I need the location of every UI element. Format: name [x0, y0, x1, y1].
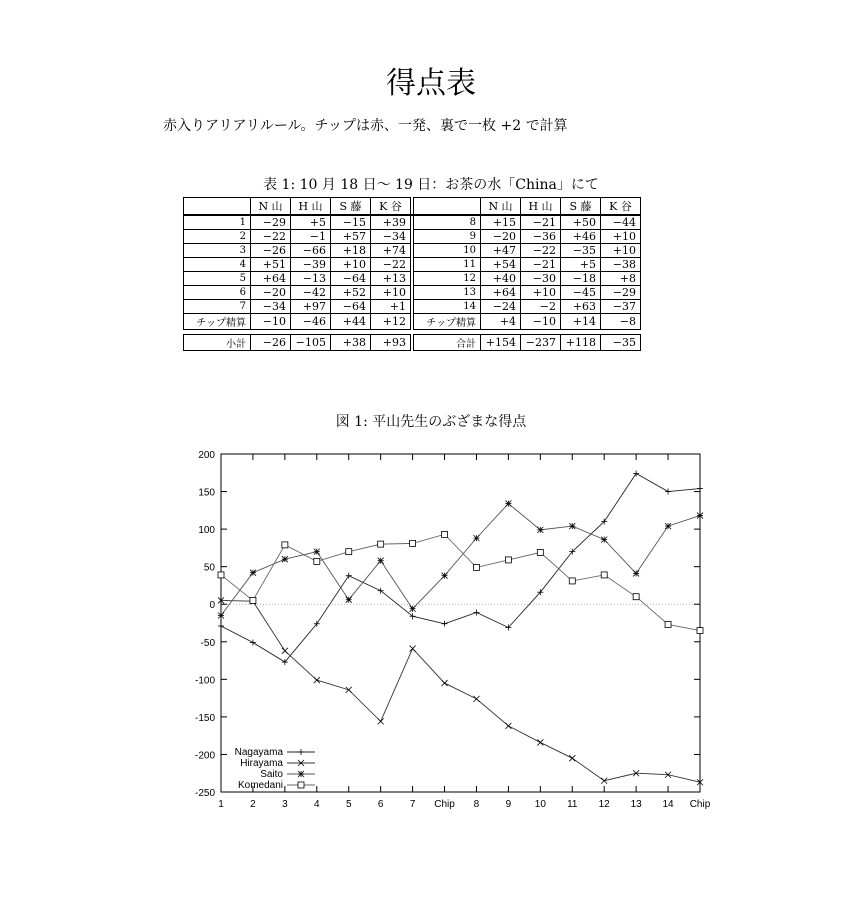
score-cell: +15	[481, 215, 521, 230]
row-label: 3	[184, 244, 251, 258]
score-cell: −66	[291, 244, 331, 258]
header-n: N 山	[481, 198, 521, 216]
row-label: 14	[414, 300, 481, 314]
data-point	[250, 640, 256, 646]
score-cell: −26	[251, 244, 291, 258]
data-point	[473, 535, 479, 541]
data-point	[601, 778, 607, 784]
y-tick-label: 50	[203, 562, 215, 574]
score-cell: −35	[561, 244, 601, 258]
y-tick-label: 200	[198, 450, 215, 461]
y-tick-label: 150	[198, 487, 215, 499]
total-cell: −35	[601, 335, 641, 351]
row-label: チップ精算	[414, 314, 481, 330]
data-point	[697, 486, 703, 492]
data-point	[346, 687, 352, 693]
score-cell: +46	[561, 230, 601, 244]
data-point	[282, 542, 288, 548]
legend-marker	[298, 771, 304, 777]
data-point	[378, 718, 384, 724]
score-cell: +8	[601, 272, 641, 286]
series-line-hirayama	[221, 600, 700, 782]
score-cell: −22	[251, 230, 291, 244]
row-label: 12	[414, 272, 481, 286]
data-point	[218, 612, 224, 618]
score-cell: +52	[331, 286, 371, 300]
score-cell: −42	[291, 286, 331, 300]
score-cell: +10	[521, 286, 561, 300]
score-cell: −2	[521, 300, 561, 314]
data-point	[473, 696, 479, 702]
y-tick-label: 0	[209, 600, 215, 612]
score-cell: −46	[291, 314, 331, 330]
row-label: 8	[414, 215, 481, 230]
score-cell: −20	[251, 286, 291, 300]
x-tick-label: 13	[630, 799, 642, 810]
data-point	[633, 570, 639, 576]
data-point	[218, 572, 224, 578]
subtotal-cell: +38	[331, 335, 371, 351]
x-tick-label: 12	[598, 799, 610, 810]
y-tick-label: 100	[198, 525, 215, 537]
score-cell: −13	[291, 272, 331, 286]
row-label: 7	[184, 300, 251, 314]
score-cell: −21	[521, 258, 561, 272]
total-label: 合計	[414, 335, 481, 351]
score-cell: −29	[251, 215, 291, 230]
header-k: K 谷	[371, 198, 411, 216]
data-point	[601, 537, 607, 543]
data-point	[569, 578, 575, 584]
score-cell: +57	[331, 230, 371, 244]
plot-frame	[221, 454, 700, 792]
score-cell: +13	[371, 272, 411, 286]
intro-text: 赤入りアリアリルール。チップは赤、一発、裏で一枚 +2 で計算	[163, 118, 568, 134]
series-line-komedani	[221, 534, 700, 630]
data-point	[410, 606, 416, 612]
data-point	[505, 501, 511, 507]
data-point	[314, 558, 320, 564]
header-s: S 藤	[561, 198, 601, 216]
data-point	[346, 549, 352, 555]
data-point	[442, 621, 448, 627]
y-tick-label: -150	[194, 712, 215, 724]
score-cell: −30	[521, 272, 561, 286]
score-cell: +54	[481, 258, 521, 272]
score-cell: +47	[481, 244, 521, 258]
legend-label: Saito	[260, 769, 283, 780]
x-tick-label: Chip	[689, 799, 711, 810]
series-line-saito	[221, 504, 700, 616]
data-point	[569, 755, 575, 761]
score-cell: −8	[601, 314, 641, 330]
data-point	[537, 549, 543, 555]
data-point	[378, 558, 384, 564]
score-cell: −18	[561, 272, 601, 286]
legend-marker	[298, 782, 304, 788]
score-cell: +5	[291, 215, 331, 230]
score-cell: +50	[561, 215, 601, 230]
x-tick-label: Chip	[434, 799, 455, 810]
data-point	[218, 623, 224, 629]
total-cell: +154	[481, 335, 521, 351]
x-tick-label: 14	[662, 799, 674, 810]
score-cell: +12	[371, 314, 411, 330]
data-point	[442, 531, 448, 537]
score-cell: −37	[601, 300, 641, 314]
score-cell: −20	[481, 230, 521, 244]
data-point	[697, 628, 703, 634]
page-title: 得点表	[386, 66, 476, 101]
data-point	[282, 556, 288, 562]
data-point	[665, 523, 671, 529]
score-cell: −29	[601, 286, 641, 300]
total-cell: +118	[561, 335, 601, 351]
score-cell: −45	[561, 286, 601, 300]
data-point	[601, 572, 607, 578]
score-cell: −34	[371, 230, 411, 244]
legend-marker	[298, 749, 304, 755]
data-point	[633, 594, 639, 600]
subtotal-cell: −105	[291, 335, 331, 351]
score-cell: +14	[561, 314, 601, 330]
score-cell: −64	[331, 272, 371, 286]
x-tick-label: 5	[345, 799, 352, 810]
row-label: 9	[414, 230, 481, 244]
score-cell: +97	[291, 300, 331, 314]
x-tick-label: 1	[218, 799, 224, 810]
x-tick-label: 4	[314, 799, 320, 810]
series-line-nagayama	[221, 474, 700, 663]
data-point	[505, 557, 511, 563]
score-cell: −21	[521, 215, 561, 230]
data-point	[410, 540, 416, 546]
x-tick-label: 10	[534, 799, 546, 810]
data-point	[537, 739, 543, 745]
score-cell: +10	[331, 258, 371, 272]
data-point	[505, 723, 511, 729]
score-cell: +5	[561, 258, 601, 272]
data-point	[346, 597, 352, 603]
data-point	[250, 597, 256, 603]
row-label: 2	[184, 230, 251, 244]
score-cell: +51	[251, 258, 291, 272]
subtotal-cell: +93	[371, 335, 411, 351]
score-cell: −38	[601, 258, 641, 272]
x-tick-label: 3	[282, 799, 288, 810]
row-label: 1	[184, 215, 251, 230]
row-label: 6	[184, 286, 251, 300]
score-cell: −15	[331, 215, 371, 230]
score-cell: +64	[481, 286, 521, 300]
subtotal-cell: −26	[251, 335, 291, 351]
score-cell: +63	[561, 300, 601, 314]
x-tick-label: 2	[250, 799, 256, 810]
data-point	[665, 489, 671, 495]
score-cell: −64	[331, 300, 371, 314]
score-cell: +1	[371, 300, 411, 314]
legend-label: Hirayama	[240, 758, 283, 769]
score-cell: −10	[251, 314, 291, 330]
data-point	[250, 570, 256, 576]
score-cell: +10	[601, 244, 641, 258]
score-cell: +74	[371, 244, 411, 258]
score-cell: −22	[521, 244, 561, 258]
data-point	[378, 541, 384, 547]
data-point	[569, 523, 575, 529]
data-point	[537, 527, 543, 533]
row-label: 10	[414, 244, 481, 258]
score-cell: −10	[521, 314, 561, 330]
row-label: 5	[184, 272, 251, 286]
y-tick-label: -250	[194, 788, 215, 799]
data-point	[410, 646, 416, 652]
data-point	[442, 573, 448, 579]
header-n: N 山	[251, 198, 291, 216]
data-point	[282, 648, 288, 654]
score-cell: −44	[601, 215, 641, 230]
data-point	[346, 573, 352, 579]
score-cell: +18	[331, 244, 371, 258]
header-h: H 山	[291, 198, 331, 216]
score-cell: −39	[291, 258, 331, 272]
x-tick-label: 9	[505, 799, 512, 810]
data-point	[442, 680, 448, 686]
data-point	[697, 513, 703, 519]
score-cell: −22	[371, 258, 411, 272]
x-tick-label: 6	[377, 799, 384, 810]
row-label: チップ精算	[184, 314, 251, 330]
legend-label: Komedani	[237, 780, 283, 791]
score-cell: −1	[291, 230, 331, 244]
score-cell: +10	[601, 230, 641, 244]
row-label: 11	[414, 258, 481, 272]
data-point	[314, 549, 320, 555]
score-cell: −36	[521, 230, 561, 244]
score-cell: +4	[481, 314, 521, 330]
data-point	[473, 564, 479, 570]
score-cell: +10	[371, 286, 411, 300]
row-label: 13	[414, 286, 481, 300]
header-h: H 山	[521, 198, 561, 216]
y-tick-label: -50	[200, 637, 215, 649]
data-point	[633, 471, 639, 477]
data-point	[473, 609, 479, 615]
score-cell: +40	[481, 272, 521, 286]
header-k: K 谷	[601, 198, 641, 216]
table-caption: 表 1: 10 月 18 日～ 19 日：お茶の水「China」にて	[263, 177, 599, 193]
x-tick-label: 7	[409, 799, 416, 810]
score-cell: +64	[251, 272, 291, 286]
score-cell: +44	[331, 314, 371, 330]
header-s: S 藤	[331, 198, 371, 216]
y-tick-label: -100	[194, 675, 215, 687]
x-tick-label: 8	[473, 799, 480, 810]
figure-caption: 図 1: 平山先生のぶざまな得点	[335, 414, 527, 430]
x-tick-label: 11	[567, 799, 578, 810]
y-tick-label: -200	[194, 750, 215, 762]
data-point	[665, 622, 671, 628]
legend-label: Nagayama	[234, 747, 283, 758]
score-cell: −24	[481, 300, 521, 314]
subtotal-label: 小計	[184, 335, 251, 351]
total-cell: −237	[521, 335, 561, 351]
score-cell: −34	[251, 300, 291, 314]
row-label: 4	[184, 258, 251, 272]
data-point	[314, 677, 320, 683]
score-cell: +39	[371, 215, 411, 230]
